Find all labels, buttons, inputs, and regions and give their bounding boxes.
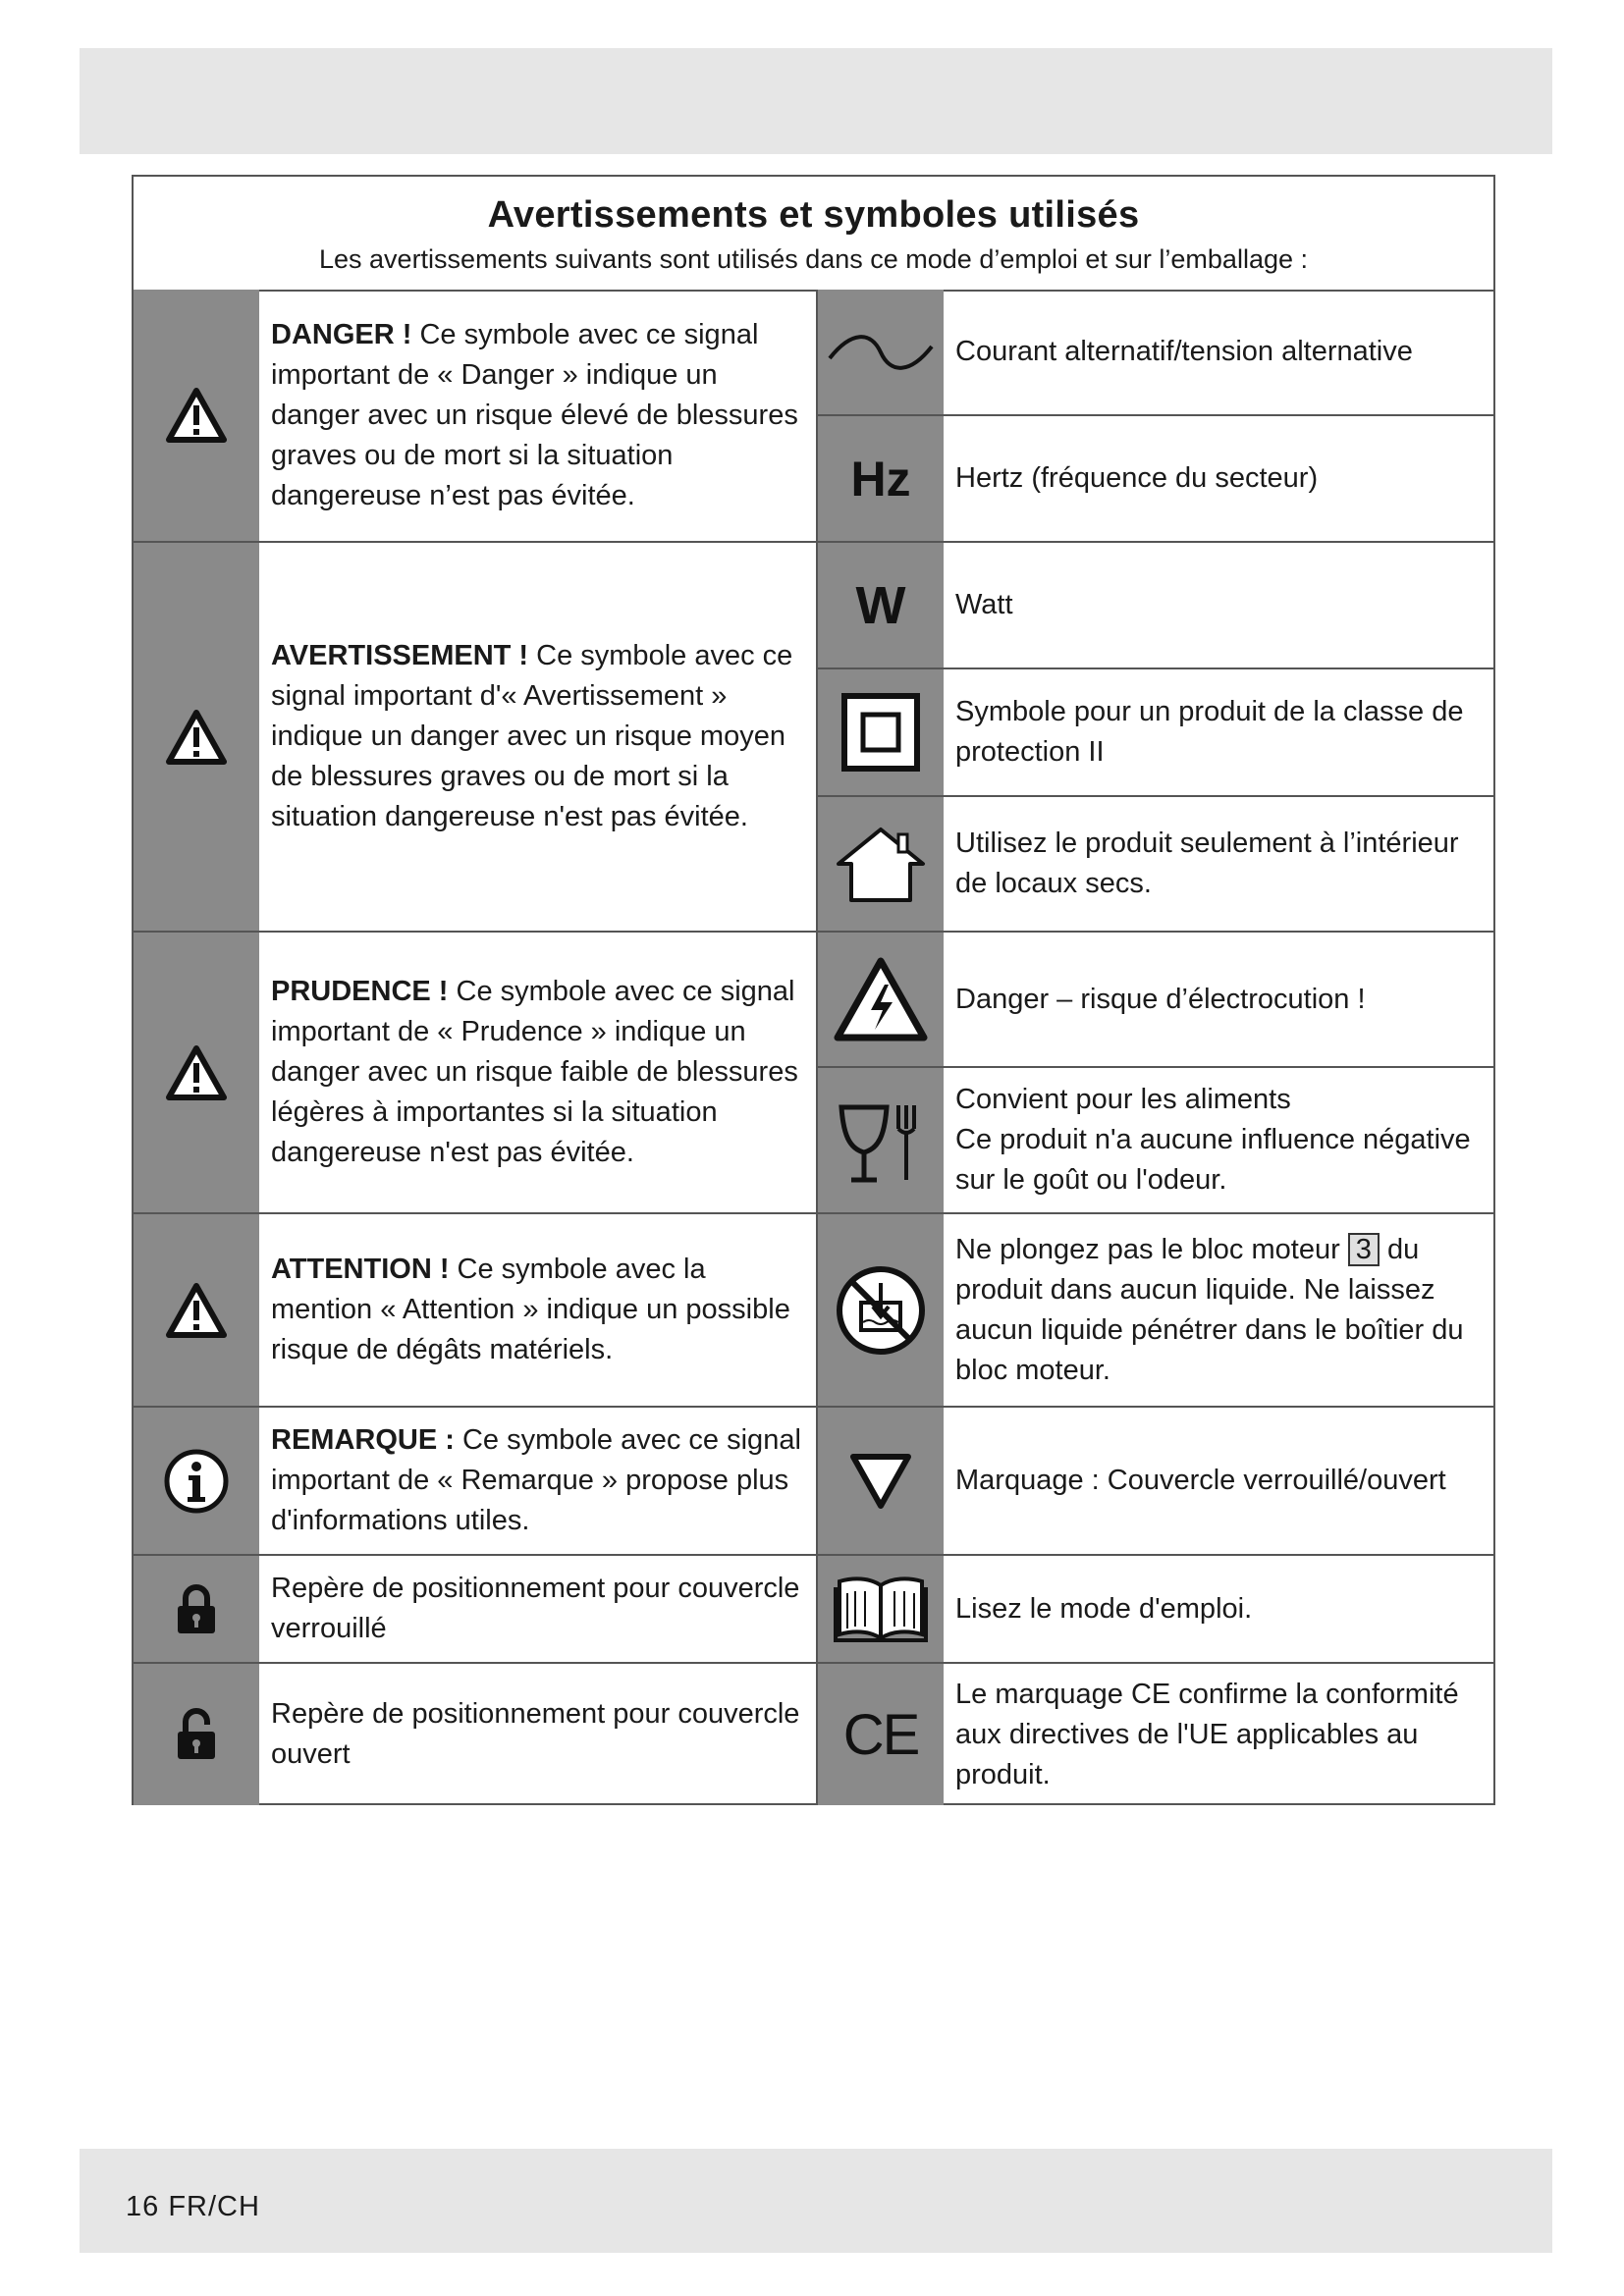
footer-band xyxy=(80,2149,1552,2253)
right-row-ce xyxy=(818,1664,1493,1805)
electric-shock-icon xyxy=(818,933,944,1066)
ce-description: Le marquage CE confirme la conformité aux directives de l'UE applicables au produit. xyxy=(955,1678,1459,1790)
electric-shock-description: Danger – risque d’électrocution ! xyxy=(955,983,1366,1015)
right-row-ac xyxy=(818,290,1493,416)
triangle-down-icon xyxy=(818,1408,944,1554)
lock-open-icon xyxy=(134,1664,259,1805)
right-row-indoor xyxy=(818,797,1493,933)
left-row-avertissement xyxy=(134,543,816,933)
left-row-lock-closed xyxy=(134,1556,816,1664)
right-row-protection-class xyxy=(818,669,1493,797)
ac-description: Courant alternatif/tension alternative xyxy=(955,336,1413,367)
lock-closed-description: Repère de positionnement pour couvercle verrouillé xyxy=(271,1573,800,1644)
warning-triangle-icon xyxy=(134,933,259,1212)
warning-triangle-icon xyxy=(134,1214,259,1406)
hertz-symbol: Hz xyxy=(850,451,911,507)
remarque-description: REMARQUE : Ce symbole avec ce signal important de « Remarque » propose plus d'informations utiles. xyxy=(271,1424,801,1536)
table-subtitle: Les avertissements suivants sont utilisés dans ce mode d’emploi et sur l’emballage : xyxy=(319,244,1308,274)
danger-description: DANGER ! Ce symbole avec ce signal important de « Danger » indique un danger avec un risque élevé de blessures graves ou de mort si la situation dangereuse n’est pas évitée. xyxy=(271,318,798,511)
table-title: Avertissements et symboles utilisés xyxy=(487,194,1140,236)
hertz-description: Hertz (fréquence du secteur) xyxy=(955,462,1319,494)
right-row-no-immersion xyxy=(818,1214,1493,1408)
protection-class-description: Symbole pour un produit de la classe de protection II xyxy=(955,696,1464,768)
prudence-description: PRUDENCE ! Ce symbole avec ce signal important de « Prudence » indique un danger avec un risque faible de blessures légères à importantes si la situation dangereuse n'est pas évitée. xyxy=(271,976,798,1168)
right-row-hertz xyxy=(818,416,1493,543)
no-immersion-description: Ne plongez pas le bloc moteur 3 du produit dans aucun liquide. Ne laissez aucun liquide pénétrer dans le boîtier du bloc moteur. xyxy=(955,1233,1464,1386)
warning-triangle-icon xyxy=(134,543,259,931)
warning-triangle-icon xyxy=(134,290,259,541)
right-row-manual xyxy=(818,1556,1493,1664)
right-row-electric-shock xyxy=(818,933,1493,1068)
lock-open-description: Repère de positionnement pour couvercle ouvert xyxy=(271,1698,800,1770)
right-row-marker xyxy=(818,1408,1493,1556)
page-number: 16 FR/CH xyxy=(126,2191,260,2222)
watt-symbol: W xyxy=(855,575,906,635)
left-row-danger xyxy=(134,290,816,543)
right-row-food-safe xyxy=(818,1068,1493,1214)
watt-description: Watt xyxy=(955,589,1013,620)
table-header xyxy=(134,177,1493,292)
food-safe-icon xyxy=(818,1068,944,1212)
hertz-icon xyxy=(818,416,944,541)
protection-class-ii-icon xyxy=(818,669,944,795)
left-row-remarque xyxy=(134,1408,816,1556)
indoor-house-icon xyxy=(818,797,944,931)
manual-description: Lisez le mode d'emploi. xyxy=(955,1592,1253,1625)
watt-icon xyxy=(818,543,944,667)
attention-description: ATTENTION ! Ce symbole avec la mention « Attention » indique un possible risque de dégâts matériels. xyxy=(271,1254,790,1365)
lock-closed-icon xyxy=(134,1556,259,1662)
alternating-current-icon xyxy=(818,290,944,414)
manual-book-icon xyxy=(818,1556,944,1662)
symbols-table xyxy=(132,175,1495,1805)
part-number-badge: 3 xyxy=(1348,1233,1380,1266)
info-icon xyxy=(134,1408,259,1554)
indoor-description: Utilisez le produit seulement à l’intérieur de locaux secs. xyxy=(955,828,1459,899)
no-immersion-icon xyxy=(818,1214,944,1406)
ce-mark-icon xyxy=(818,1664,944,1805)
right-row-watt xyxy=(818,543,1493,669)
left-row-prudence xyxy=(134,933,816,1214)
left-row-lock-open xyxy=(134,1664,816,1805)
food-safe-description: Convient pour les aliments Ce produit n'a aucune influence négative sur le goût ou l'odeur. xyxy=(955,1084,1471,1196)
avertissement-description: AVERTISSEMENT ! Ce symbole avec ce signal important d'« Avertissement » indique un danger avec un risque moyen de blessures graves ou de mort si la situation dangereuse n'est pas évitée. xyxy=(271,640,793,832)
marker-description: Marquage : Couvercle verrouillé/ouvert xyxy=(955,1465,1446,1496)
ce-symbol: CE xyxy=(842,1702,919,1767)
top-header-band xyxy=(80,48,1552,154)
left-row-attention xyxy=(134,1214,816,1408)
